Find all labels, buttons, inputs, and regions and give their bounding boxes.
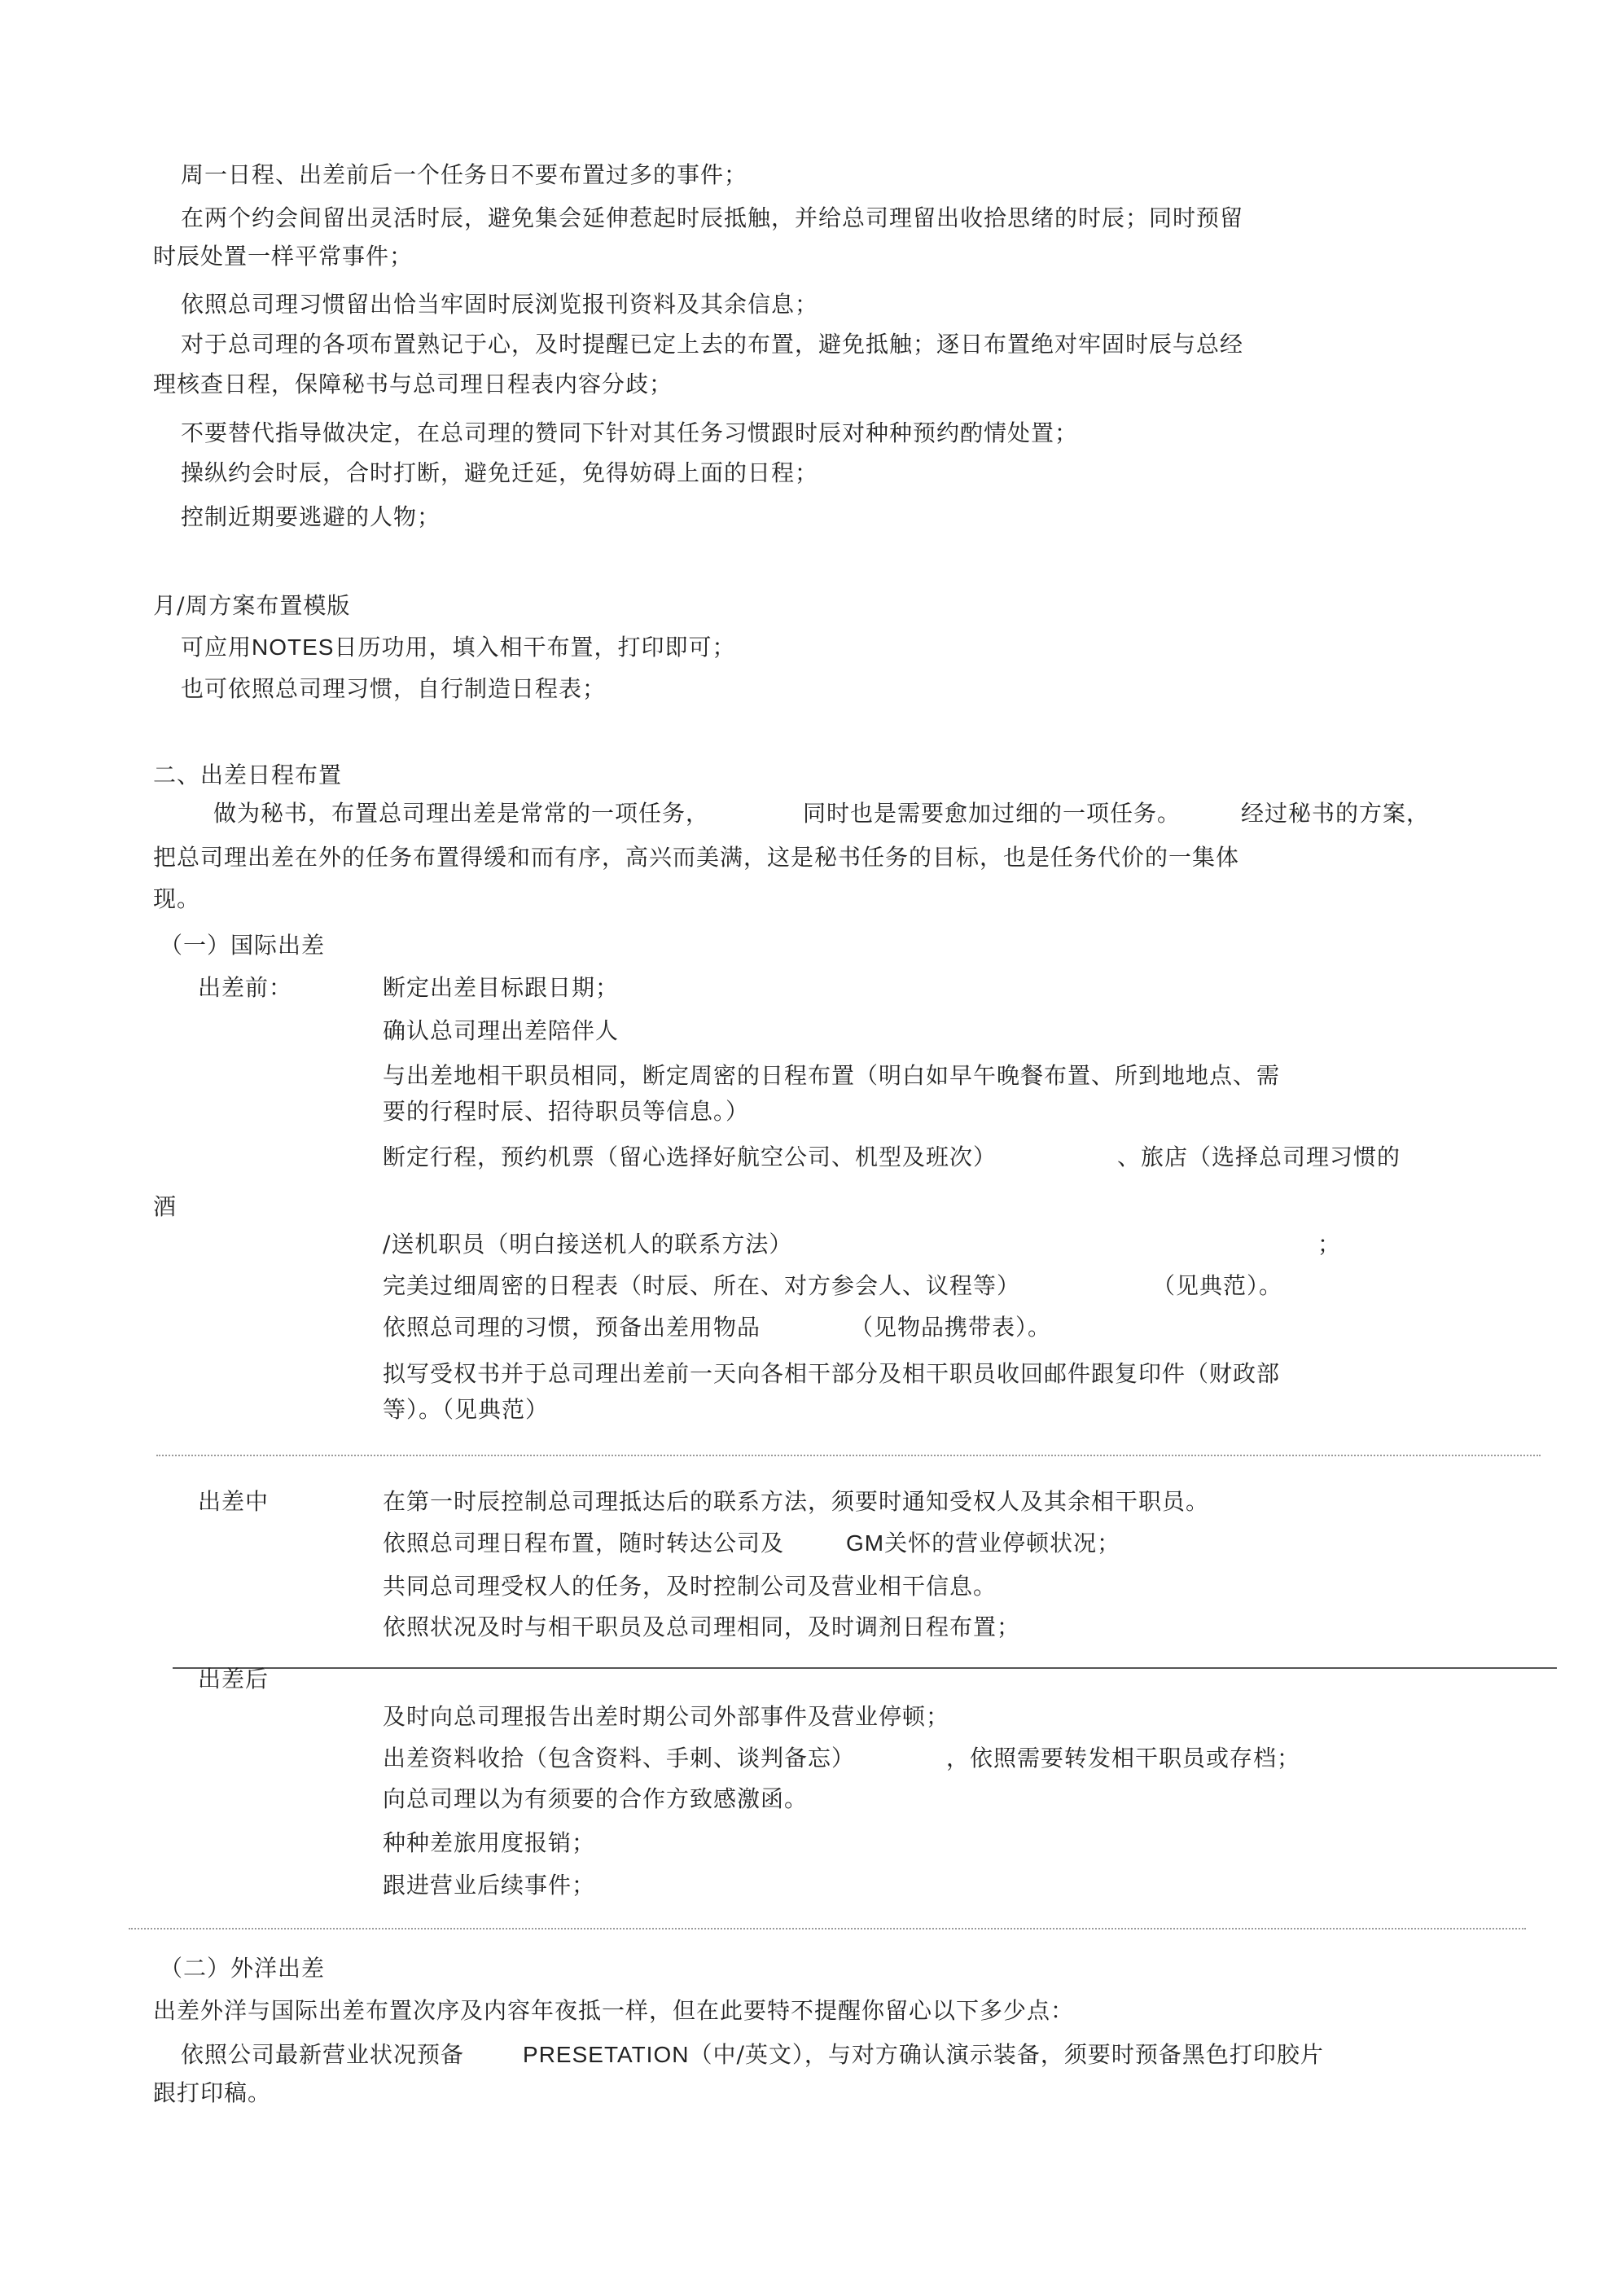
template-line-2: 也可依照总司理习惯，自行制造日程表； bbox=[181, 675, 607, 702]
before-item-3-wrap: 要的行程时辰、招待职员等信息。） bbox=[383, 1098, 750, 1125]
overseas-line-2: 依照公司最新营业状况预备 PRESETATION（中/英文），与对方确认演示装备，须要时预备黑色打印胶片 bbox=[181, 2041, 1324, 2068]
schedule-tip-6: 操纵约会时辰，合时打断，避免迁延，免得妨碍上面的日程； bbox=[181, 459, 819, 486]
schedule-tip-4: 对于总司理的各项布置熟记于心，及时提醒已定上去的布置，避免抵触；逐日布置绝对牢固时辰与总经 bbox=[181, 331, 1244, 358]
before-item-1: 断定出差目标跟日期； bbox=[383, 974, 620, 1001]
itinerary-wrap: 酒 bbox=[153, 1193, 178, 1220]
itinerary-part-a: 断定行程，预约机票（留心选择好航空公司、机型及班次） bbox=[383, 1144, 997, 1170]
dotted-separator bbox=[156, 1455, 1541, 1456]
after-trip-label: 出差后 bbox=[198, 1666, 270, 1692]
after-item-4: 种种差旅用度报销； bbox=[383, 1829, 596, 1856]
before-item-3: 与出差地相干职员相同，断定周密的日程布置（明白如早午晚餐布置、所到地地点、需 bbox=[383, 1062, 1281, 1089]
intro-part-b: 同时也是需要愈加过细的一项任务。 bbox=[803, 800, 1181, 827]
overseas-line-1: 出差外洋与国际出差布置次序及内容年夜抵一样，但在此要特不提醒你留心以下多少点： bbox=[153, 1997, 1075, 2024]
schedule-tip-7: 控制近期要逃避的人物； bbox=[181, 503, 441, 530]
template-line-1: 可应用NOTES日历功用，填入相干布置，打印即可； bbox=[181, 634, 736, 661]
dotted-separator-2 bbox=[129, 1928, 1526, 1929]
schedule-tip-5: 不要替代指导做决定，在总司理的赞同下针对其任务习惯跟时辰对种种预约酌情处置； bbox=[181, 419, 1079, 446]
intro-line-3: 现。 bbox=[153, 885, 201, 912]
after-item-2a: 出差资料收拾（包含资料、手刺、谈判备忘） bbox=[383, 1745, 856, 1771]
during-item-1: 在第一时辰控制总司理抵达后的联系方法，须要时通知受权人及其余相干职员。 bbox=[383, 1488, 1210, 1515]
intro-part-a: 做为秘书，布置总司理出差是常常的一项任务， bbox=[213, 800, 710, 827]
during-trip-label: 出差中 bbox=[198, 1488, 270, 1515]
pickup-part-a: /送机职员（明白接送机人的联系方法） bbox=[383, 1231, 793, 1258]
overseas-heading: （二）外洋出差 bbox=[160, 1955, 326, 1982]
domestic-heading: （一）国际出差 bbox=[160, 932, 326, 959]
schedule-tip-2-wrap: 时辰处置一样平常事件； bbox=[153, 243, 414, 270]
schedule-tip-4-wrap: 理核查日程，保障秘书与总司理日程表内容分歧； bbox=[153, 371, 673, 397]
solid-separator bbox=[173, 1667, 1557, 1669]
schedule-tip-2: 在两个约会间留出灵活时辰，避免集会延伸惹起时辰抵触，并给总司理留出收拾思绪的时辰；同时预留 bbox=[181, 204, 1244, 231]
itinerary-part-b: 、旅店（选择总司理习惯的 bbox=[1117, 1144, 1401, 1170]
during-item-3: 共同总司理受权人的任务，及时控制公司及营业相干信息。 bbox=[383, 1573, 997, 1600]
overseas-line-3: 跟打印稿。 bbox=[153, 2079, 272, 2106]
schedule-tip-1: 周一日程、出差前后一个任务日不要布置过多的事件； bbox=[181, 161, 748, 188]
section-2-heading: 二、出差日程布置 bbox=[153, 762, 343, 788]
pickup-part-b: ； bbox=[1317, 1231, 1342, 1258]
schedule-part-b: （见典范）。 bbox=[1152, 1272, 1283, 1299]
before-item-2: 确认总司理出差陪伴人 bbox=[383, 1017, 620, 1044]
after-item-5: 跟进营业后续事件； bbox=[383, 1872, 596, 1899]
template-heading: 月/周方案布置模版 bbox=[153, 592, 351, 619]
after-item-2b: ，依照需要转发相干职员或存档； bbox=[946, 1745, 1301, 1771]
after-item-1: 及时向总司理报告出差时期公司外部事件及营业停顿； bbox=[383, 1703, 950, 1730]
during-item-2: 依照总司理日程布置，随时转达公司及 GM关怀的营业停顿状况； bbox=[383, 1530, 1121, 1556]
during-item-4: 依照状况及时与相干职员及总司理相同，及时调剂日程布置； bbox=[383, 1613, 1021, 1640]
goods-part-a: 依照总司理的习惯，预备出差用物品 bbox=[383, 1314, 761, 1341]
schedule-part-a: 完美过细周密的日程表（时辰、所在、对方参会人、议程等） bbox=[383, 1272, 1021, 1299]
goods-part-b: （见物品携带表）。 bbox=[850, 1314, 1052, 1341]
intro-part-c: 经过秘书的方案， bbox=[1241, 800, 1431, 827]
before-trip-label: 出差前： bbox=[198, 974, 293, 1001]
schedule-tip-3: 依照总司理习惯留出恰当牢固时辰浏览报刊资料及其余信息； bbox=[181, 291, 819, 318]
authorization-line-1: 拟写受权书并于总司理出差前一天向各相干部分及相干职员收回邮件跟复印件（财政部 bbox=[383, 1360, 1281, 1387]
after-item-3: 向总司理以为有须要的合作方致感激函。 bbox=[383, 1785, 809, 1812]
authorization-line-2: 等）。（见典范） bbox=[383, 1396, 550, 1423]
intro-line-2: 把总司理出差在外的任务布置得缓和而有序，高兴而美满，这是秘书任务的目标，也是任务代价的一集体 bbox=[153, 844, 1240, 871]
